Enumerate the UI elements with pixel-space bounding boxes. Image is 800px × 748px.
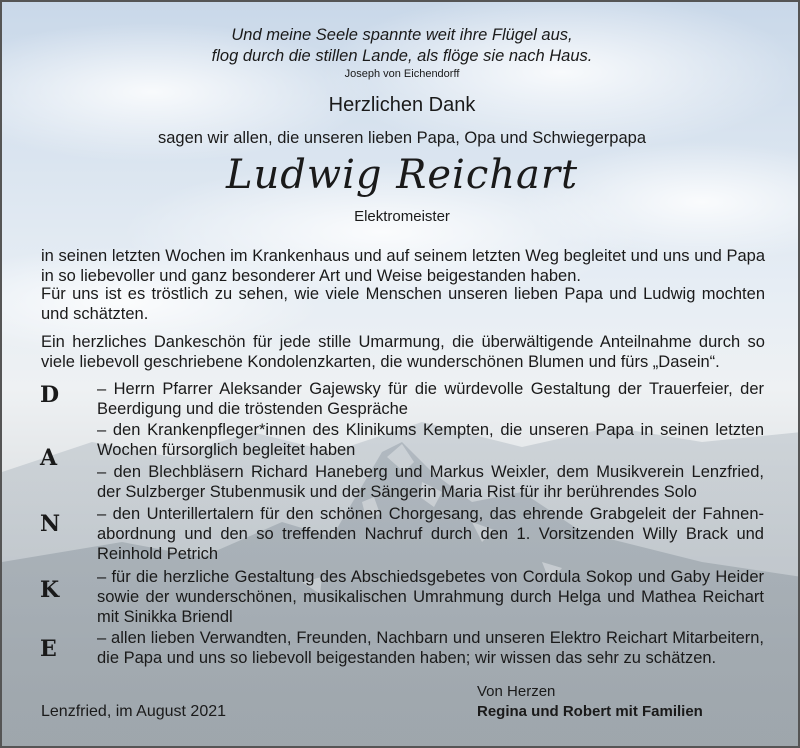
danke-letter-n: N xyxy=(40,511,61,537)
danke-letter-d: D xyxy=(40,382,60,408)
thanks-item: – den Unterillertalern für den schönen Chorgesang, das ehrende Grabgeleit der Fahnenabordnung und den so treffenden Nachruf durch den 1. Vorsitzenden Willy Brack und Reinhold Petrich xyxy=(97,505,764,563)
heading: Herzlichen Dank xyxy=(328,94,476,116)
signers: Regina und Robert mit Familien xyxy=(477,703,703,720)
thanks-item: – für die herzliche Gestaltung des Abschiedsgebetes von Cordula Sokop und Gaby Heider sowie der wunderschönen, musikalischen Umrahmung durch Helga und Mathea Reichart mit Sinikka Briendl xyxy=(97,568,764,626)
quote-author: Joseph von Eichendorff xyxy=(344,68,460,80)
paragraph-2: Für uns ist es tröstlich zu sehen, wie viele Menschen unseren lieben Papa und Ludwig mochten und schätzten. xyxy=(41,285,765,323)
place-date: Lenzfried, im August 2021 xyxy=(41,703,227,720)
thanks-item: – den Krankenpfleger*innen des Klinikums Kempten, die unseren Papa in seinen letzten Wochen fürsorglich begleitet haben xyxy=(97,421,764,459)
deceased-name: Ludwig Reichart xyxy=(225,152,579,198)
paragraph-3: Ein herzliches Dankeschön für jede stille Umarmung, die überwältigende Anteilnahme durch so viele liebevoll geschriebene Kondolenzkarten, die wunderschönen Blumen und fürs „Dasein“. xyxy=(41,333,765,371)
quote-line-2: flog durch die stillen Lande, als flöge sie nach Haus. xyxy=(211,47,593,65)
thanks-item: – den Blechbläsern Richard Haneberg und Markus Weixler, dem Musikverein Lenzfried, der Sulzberger Stubenmusik und der Sängerin Maria Rist für ihr berührendes Solo xyxy=(97,463,764,501)
danke-letter-a: A xyxy=(40,445,58,471)
intro-text: sagen wir allen, die unseren lieben Papa, Opa und Schwiegerpapa xyxy=(158,129,646,147)
paragraph-1: in seinen letzten Wochen im Krankenhaus und auf seinem letzten Weg begleitet und uns und Papa in so liebevoller und ganz besonderer Art und Weise beigestanden haben. xyxy=(41,247,765,285)
danke-letter-k: K xyxy=(40,577,60,603)
thanks-item: – Herrn Pfarrer Aleksander Gajewsky für die würdevolle Gestaltung der Trauerfeier, der Beerdigung und die tröstenden Gespräche xyxy=(97,380,764,418)
deceased-occupation: Elektromeister xyxy=(354,208,450,225)
quote-line-1: Und meine Seele spannte weit ihre Flügel aus, xyxy=(231,26,573,44)
thanks-item: – allen lieben Verwandten, Freunden, Nachbarn und unseren Elektro Reichart Mitarbeitern, die Papa und uns so liebevoll beigestanden haben; wir wissen das sehr zu schätzen. xyxy=(97,629,764,667)
from-label: Von Herzen xyxy=(477,683,556,700)
danke-letter-e: E xyxy=(40,636,57,662)
